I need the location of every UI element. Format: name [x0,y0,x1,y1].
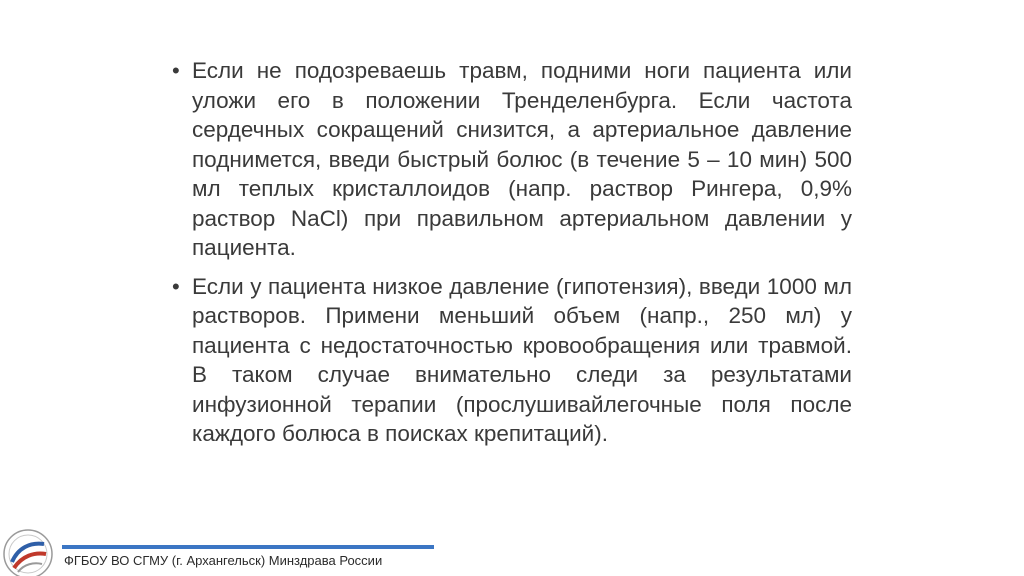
bullet-text: Если у пациента низкое давление (гипотензия), введи 1000 мл растворов. Примени меньший объем (напр., 250 мл) у пациента с недостаточностью кровообращения или травмой. В таком случае внимательно следи за результатами инфузионной терапии (прослушивайлегочные поля после каждого болюса в поисках крепитаций). [192,273,852,446]
university-emblem-icon [0,522,58,576]
bullet-list [172,56,852,449]
footer-institution: ФГБОУ ВО СГМУ (г. Архангельск) Минздрава России [64,553,383,568]
bullet-marker: • [172,58,180,83]
bullet-text: Если не подозреваешь травм, подними ноги пациента или уложи его в положении Тренделенбурга. Если частота сердечных сокращений снизится, а артериальное давление поднимется, введи быстрый болюс (в течение 5 – 10 мин) 500 мл теплых кристаллоидов (напр. раствор Рингера, 0,9% раствор NaCl) при правильном артериальном давлении у пациента. [192,58,852,260]
bullet-item [172,56,852,263]
bullet-marker: • [172,273,180,299]
slide-content [172,56,852,458]
footer-bar [62,545,434,549]
bullet-item [172,272,852,449]
